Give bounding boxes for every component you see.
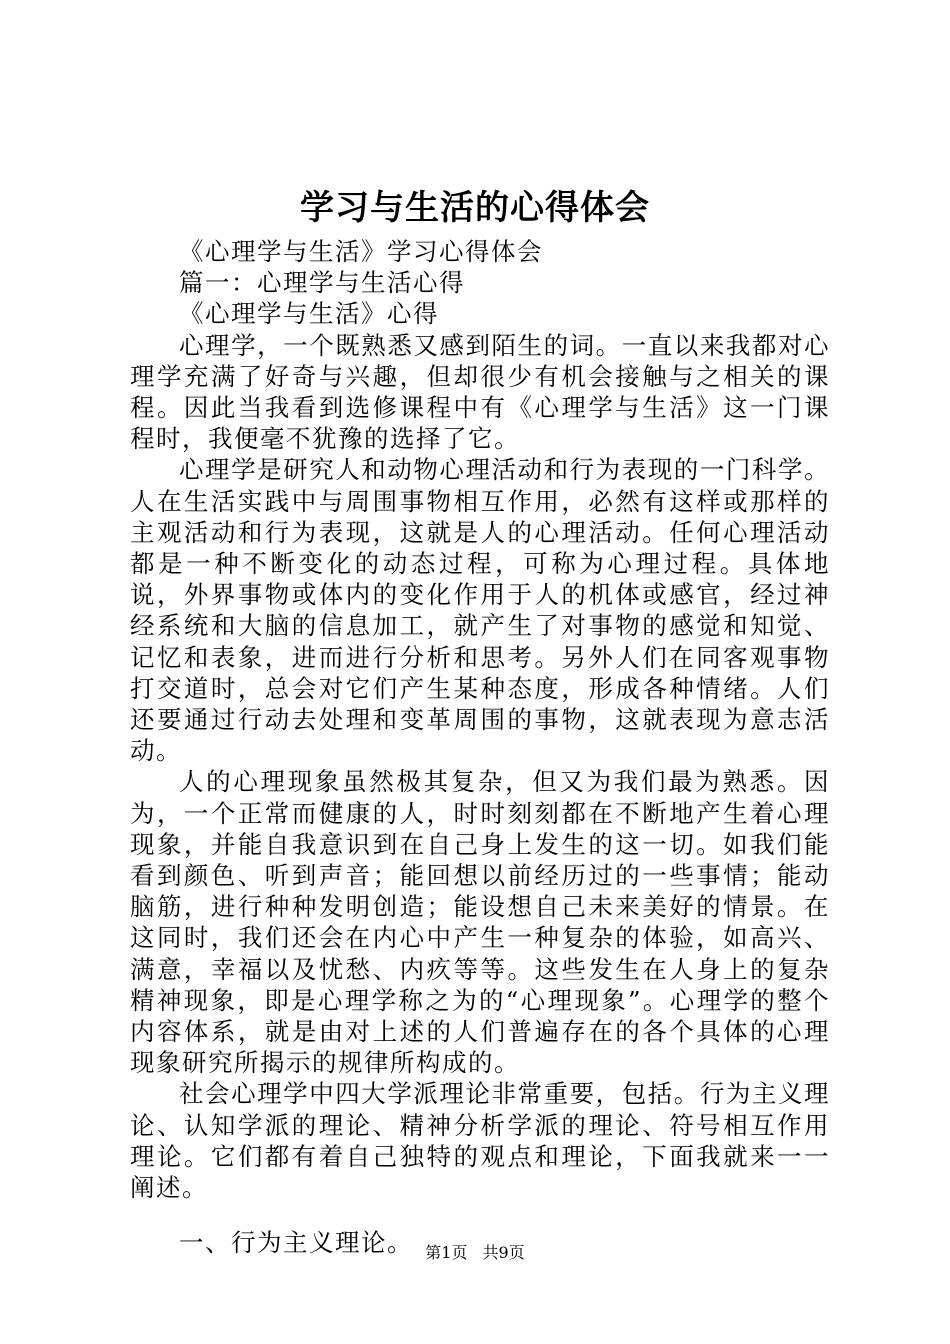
document-title: 学习与生活的心得体会 xyxy=(300,188,650,228)
page-footer xyxy=(0,1242,950,1264)
subsection-heading: 一、行为主义理论。 xyxy=(179,1228,413,1258)
paragraph: 人的心理现象虽然极其复杂，但又为我们最为熟悉。因为，一个正常而健康的人，时时刻刻都在不断地产生着心理现象，并能自我意识到在自己身上发生的这一切。如我们能看到颜色、听到声音；能回想以前经历过的一些事情；能动脑筋，进行种种发明创造；能设想自己未来美好的情景。在这同时，我们还会在内心中产生一种复杂的体验，如高兴、满意，幸福以及忧愁、内疚等等。这些发生在人身上的复杂精神现象，即是心理学称之为的“心理现象”。心理学的整个内容体系，就是由对上述的人们普遍存在的各个具体的心理现象研究所揭示的规律所构成的。 xyxy=(130,767,830,1078)
document-body xyxy=(130,236,830,1259)
essay-title: 《心理学与生活》心得 xyxy=(179,299,439,329)
page-number: 第1页 xyxy=(425,1243,468,1262)
paragraph: 心理学，一个既熟悉又感到陌生的词。一直以来我都对心理学充满了好奇与兴趣，但却很少有机会接触与之相关的课程。因此当我看到选修课程中有《心理学与生活》这一门课程时，我便毫不犹豫的选择了它。 xyxy=(130,330,830,454)
page-count: 共9页 xyxy=(482,1243,525,1262)
paragraph: 心理学是研究人和动物心理活动和行为表现的一门科学。人在生活实践中与周围事物相互作用，必然有这样或那样的主观活动和行为表现，这就是人的心理活动。任何心理活动都是一种不断变化的动态过程，可称为心理过程。具体地说，外界事物或体内的变化作用于人的机体或感官，经过神经系统和大脑的信息加工，就产生了对事物的感觉和知觉、记忆和表象，进而进行分析和思考。另外人们在同客观事物打交道时，总会对它们产生某种态度，形成各种情绪。人们还要通过行动去处理和变革周围的事物，这就表现为意志活动。 xyxy=(130,455,830,766)
paragraph: 社会心理学中四大学派理论非常重要，包括。行为主义理论、认知学派的理论、精神分析学派的理论、符号相互作用理论。它们都有着自己独特的观点和理论，下面我就来一一阐述。 xyxy=(130,1079,830,1203)
section-heading: 篇一：心理学与生活心得 xyxy=(179,268,465,298)
subtitle-line: 《心理学与生活》学习心得体会 xyxy=(179,237,543,266)
